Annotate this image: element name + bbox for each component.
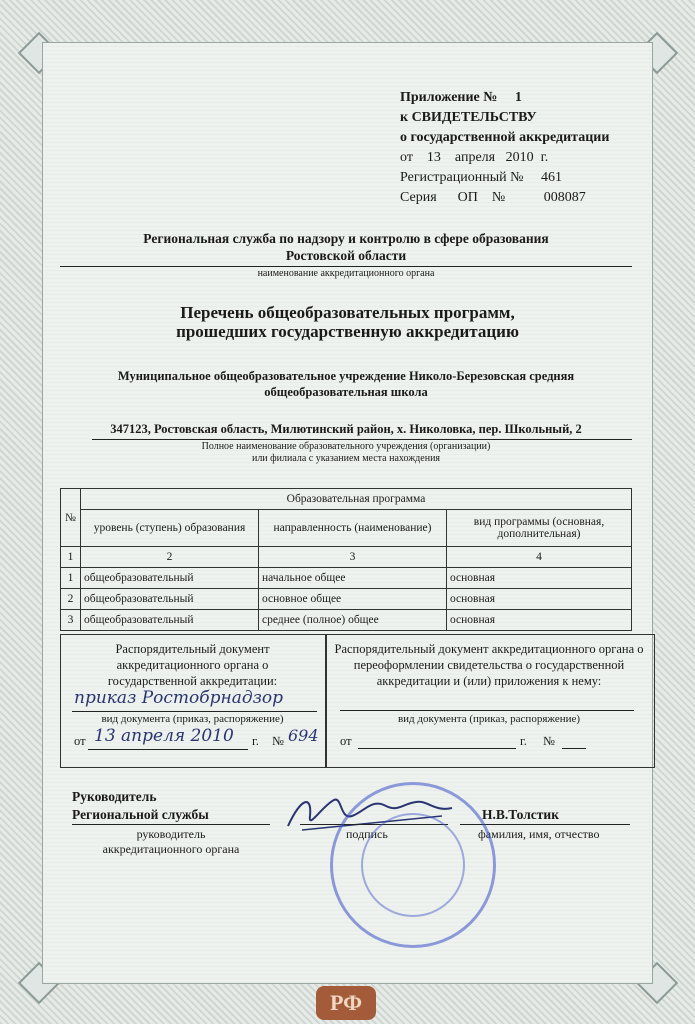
appendix-certificate: к СВИДЕТЕЛЬСТВУ: [400, 110, 537, 125]
num-cell: 2: [81, 547, 259, 568]
appendix-reg-number: Регистрационный № 461: [400, 170, 562, 185]
num-cell: 1: [61, 547, 81, 568]
appendix-block: [400, 88, 609, 148]
authority-name-line2: Ростовской области: [285, 248, 407, 263]
left-doc-title-1: Распорядительный документ: [115, 642, 270, 656]
appendix-series: Серия ОП № 008087: [400, 190, 586, 205]
right-doc-no-label: №: [543, 734, 555, 748]
institution-caption-line1: Полное наименование образовательного учреждения (организации): [201, 441, 491, 452]
table-subheader-row: [61, 510, 632, 547]
num-cell: 3: [259, 547, 447, 568]
appendix-accreditation: о государственной аккредитации: [400, 130, 610, 145]
document-title-line1: Перечень общеобразовательных программ,: [180, 303, 515, 322]
right-doc-no-line: [562, 748, 586, 749]
signer-name-caption: фамилия, имя, отчество: [478, 827, 600, 841]
institution-underline: [92, 439, 632, 440]
row-no: 2: [61, 589, 81, 610]
right-doc-title-3: аккредитации и (или) приложения к нему:: [376, 674, 602, 688]
institution-name-line2: общеобразовательная школа: [264, 385, 428, 399]
left-doc-year-suffix: г.: [252, 734, 259, 748]
row-direction: начальное общее: [259, 568, 447, 589]
row-direction: среднее (полное) общее: [259, 610, 447, 631]
authority-underline: [60, 266, 632, 267]
left-doc-handwritten-kind: приказ Ростобрнадзор: [74, 688, 284, 708]
right-doc-kind-caption: вид документа (приказ, распоряжение): [397, 713, 581, 725]
left-doc-date-line: [88, 749, 248, 750]
table-row: [61, 568, 632, 589]
right-doc-title-1: Распорядительный документ аккредитационного органа о: [334, 642, 644, 656]
row-type: основная: [447, 568, 632, 589]
right-doc-kind-line: [340, 710, 634, 711]
left-doc-title-2: аккредитационного органа о: [116, 658, 269, 672]
num-cell: 4: [447, 547, 632, 568]
left-doc-title-3: государственной аккредитации:: [107, 674, 278, 688]
row-level: общеобразовательный: [81, 589, 259, 610]
appendix-date: от 13 апреля 2010 г.: [400, 150, 549, 165]
row-no: 3: [61, 610, 81, 631]
left-doc-from-label: от: [74, 734, 86, 748]
signer-role-line1: Руководитель: [72, 789, 157, 804]
institution-caption-line2: или филиала с указанием места нахождения: [251, 453, 441, 464]
institution-address: 347123, Ростовская область, Милютинский район, х. Николовка, пер. Школьный, 2: [110, 422, 582, 436]
left-doc-kind-line: [72, 711, 317, 712]
right-doc-year-suffix: г.: [520, 734, 527, 748]
table-row: [61, 589, 632, 610]
institution-name-line1: Муниципальное общеобразовательное учреждение Николо-Березовская средняя: [117, 369, 575, 383]
table-row: [61, 610, 632, 631]
signature-caption: подпись: [346, 827, 388, 841]
left-doc-no-label: №: [272, 734, 284, 748]
official-seal: [330, 782, 496, 948]
signer-role-line2: Региональной службы: [72, 807, 209, 822]
row-no: 1: [61, 568, 81, 589]
programs-table: [60, 488, 632, 631]
right-doc-title-2: переоформлении свидетельства о государственной: [353, 658, 625, 672]
document-title-line2: прошедших государственную аккредитацию: [176, 322, 519, 341]
right-doc-date-line: [358, 748, 516, 749]
row-direction: основное общее: [259, 589, 447, 610]
left-doc-kind-caption: вид документа (приказ, распоряжение): [101, 713, 284, 725]
col-header-direction: направленность (наименование): [259, 510, 447, 547]
authority-name-line1: Региональная служба по надзору и контролю в сфере образования: [143, 231, 549, 246]
authority-caption: наименование аккредитационного органа: [257, 268, 435, 279]
table-number-row: [61, 547, 632, 568]
appendix-number: Приложение № 1: [400, 90, 522, 105]
row-level: общеобразовательный: [81, 610, 259, 631]
row-type: основная: [447, 589, 632, 610]
right-doc-from-label: от: [340, 734, 352, 748]
signer-role-caption1: руководитель: [136, 827, 206, 841]
col-header-no: №: [61, 489, 81, 547]
signer-role-caption2: аккредитационного органа: [102, 842, 240, 856]
signer-role-underline: [72, 824, 270, 825]
row-level: общеобразовательный: [81, 568, 259, 589]
table-header-row: [61, 489, 632, 510]
col-header-type: вид программы (основная, дополнительная): [447, 510, 632, 547]
appendix-details: [400, 148, 586, 208]
col-header-level: уровень (ступень) образования: [81, 510, 259, 547]
col-group-header: Образовательная программа: [81, 489, 632, 510]
row-type: основная: [447, 610, 632, 631]
signer-name: Н.В.Толстик: [482, 807, 559, 822]
left-doc-handwritten-no: 694: [288, 726, 319, 745]
left-doc-handwritten-date: 13 апреля 2010: [94, 726, 234, 746]
rf-emblem: РФ: [316, 986, 376, 1020]
